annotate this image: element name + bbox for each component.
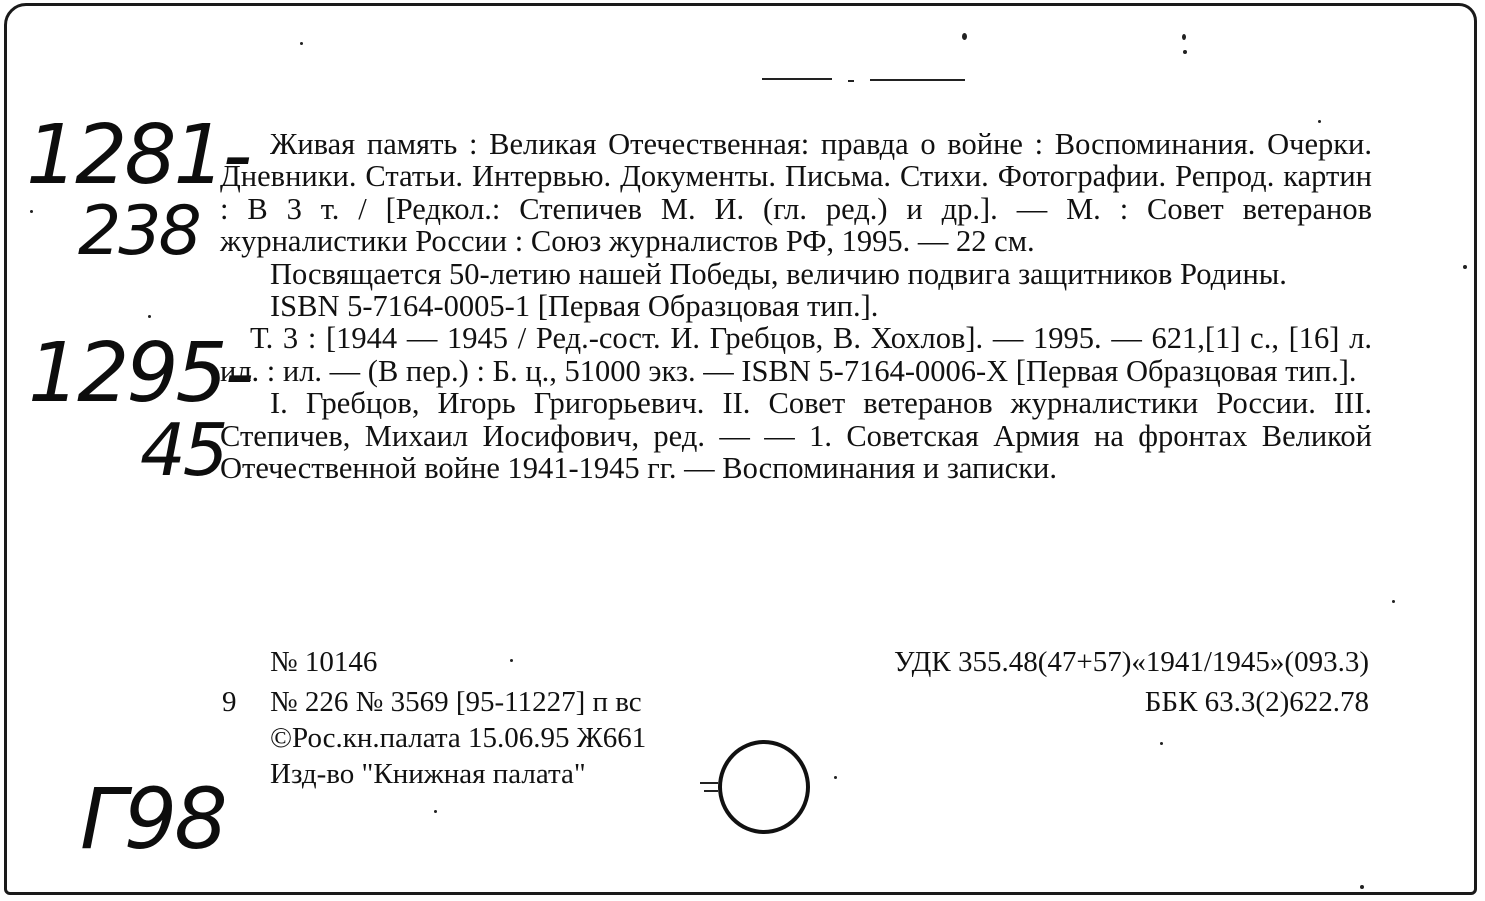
handwritten-code: Г98	[80, 770, 225, 868]
handwritten-number-1: 1281-	[26, 108, 250, 203]
stamp-mark	[704, 790, 718, 792]
handwritten-number-2: 238	[78, 192, 199, 271]
scan-speck	[300, 42, 303, 45]
scan-speck	[962, 33, 967, 40]
scan-mark	[762, 78, 832, 80]
entry-isbn: ISBN 5-7164-0005-1 [Первая Образцовая тип.].	[270, 289, 879, 324]
scan-speck	[1160, 742, 1163, 745]
scan-speck	[1318, 120, 1321, 123]
scan-speck	[1463, 265, 1467, 269]
scan-speck	[148, 315, 151, 318]
scan-speck	[1392, 600, 1395, 603]
scan-speck	[1360, 885, 1364, 889]
stamp-mark	[700, 782, 718, 784]
scan-speck	[834, 776, 837, 779]
bibliographic-entry	[220, 128, 1372, 484]
bbk-code: ББК 63.3(2)622.78	[1144, 686, 1369, 718]
scan-speck	[30, 210, 33, 213]
scan-speck	[510, 659, 513, 662]
entry-tracings: I. Гребцов, Игорь Григорьевич. II. Совет ветеранов журналистики России. III. Степичев, Михаил Иосифович, ред. — — 1. Советская Армия на фронтах Великой Отечественной войне 1941-1945 гг. — Воспоминания и записки.	[220, 386, 1372, 486]
scan-speck	[1183, 50, 1187, 54]
card-number: № 10146	[270, 646, 378, 678]
copyright-line: ©Рос.кн.палата 15.06.95 Ж661	[270, 722, 647, 754]
scan-speck	[1182, 34, 1186, 40]
entry-main: Живая память : Великая Отечественная: правда о войне : Воспоминания. Очерки. Дневники. Статьи. Интервью. Документы. Письма. Стихи. Фотографии. Репрод. картин : В 3 т. / [Редкол.: Степичев М. И. (гл. ред.) и др.]. — М. : Совет ветеранов журналистики России : Союз журналистов РФ, 1995. — 22 см.	[220, 127, 1372, 259]
udc-code: УДК 355.48(47+57)«1941/1945»(093.3)	[893, 646, 1369, 678]
footer-prefix: 9	[222, 686, 237, 718]
entry-dedication: Посвящается 50-летию нашей Победы, величию подвига защитников Родины.	[270, 256, 1287, 291]
registration-line: № 226 № 3569 [95-11227] п вс	[270, 686, 642, 718]
scan-speck	[434, 810, 437, 813]
publisher-line: Изд-во "Книжная палата"	[270, 758, 586, 790]
handwritten-number-4: 45	[140, 408, 226, 492]
handwritten-number-3: 1295-	[28, 326, 252, 421]
scan-mark	[870, 79, 965, 81]
entry-volume: Т. 3 : [1944 — 1945 / Ред.-сост. И. Гребцов, В. Хохлов]. — 1995. — 621,[1] с., [16] л. ил. : ил. — (В пер.) : Б. ц., 51000 экз. — ISBN 5-7164-0006-X [Первая Образцовая тип.].	[220, 321, 1372, 388]
scan-mark	[848, 80, 854, 82]
circular-stamp	[718, 740, 810, 834]
